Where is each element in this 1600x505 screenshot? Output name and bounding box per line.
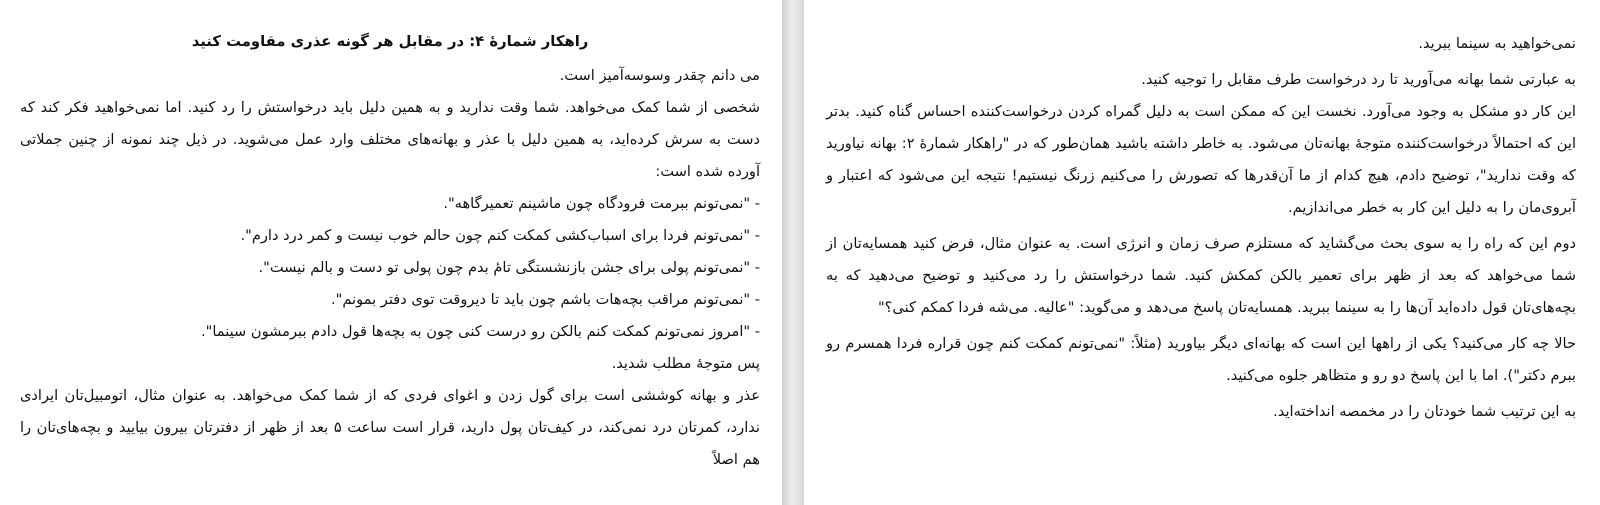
example-line: - "امروز نمی‌تونم کمکت کنم بالکن رو درست کنی چون به بچه‌ها قول دادم ببرمشون سینما".	[201, 323, 760, 340]
right-page	[804, 0, 1600, 505]
example-line: - "نمی‌تونم فردا برای اسباب‌کشی کمکت کنم چون حالم خوب نیست و کمر درد دارم".	[240, 227, 760, 244]
example-line: - "نمی‌تونم پولی برای جشن بازنشستگی تامٔ بدم چون پولی تو دست و بالم نیست".	[258, 259, 760, 276]
paragraph: عذر و بهانه کوششی است برای گول زدن و اغوای فردی که از شما کمک می‌خواهد. به عنوان مثال، اتومبیل‌تان ایرادی ندارد، کمرتان درد نمی‌کند، در کیف‌تان پول دارید، قرار است ساعت ۵ بعد از ظهر از دفترتان بیرون بیایید و بچه‌های‌تان را هم اصلاً	[20, 387, 760, 468]
paragraph: این کار دو مشکل به وجود می‌آورد. نخست این که ممکن است به دلیل گمراه کردن درخواست‌کننده احساس گناه کنید. بدتر این که احتمالاً درخواست‌کننده متوجهٔ بهانه‌تان می‌شود. به خاطر داشته باشید همان‌طور که در "راهکار شمارهٔ ۲: بهانه نیاورید که وقت ندارید"، توضیح دادم، هیچ کدام از ما آن‌قدرها که تصورش را می‌کنیم زرنگ نیستیم! نتیجه این می‌شود که اعتبار و آبروی‌مان را به دلیل این کار به خطر می‌اندازیم.	[826, 103, 1576, 216]
example-line: - "نمی‌تونم ببرمت فرودگاه چون ماشینم تعمیرگاهه".	[443, 195, 760, 212]
continuation-line: نمی‌خواهید به سینما ببرید.	[1418, 35, 1576, 52]
page-gutter	[782, 0, 804, 505]
paragraph: به این ترتیب شما خودتان را در مخمصه انداخته‌اید.	[1273, 403, 1576, 420]
paragraph: شخصی از شما کمک می‌خواهد. شما وقت ندارید و به همین دلیل باید درخواستش را رد کنید. اما نمی‌خواهید فکر کند که دست به سرش کرده‌اید، به همین دلیل با عذر و بهانه‌های مختلف وارد عمل می‌شوید. در ذیل چند نمونه از چنین جملاتی آورده شده است:	[20, 99, 760, 180]
conclusion-line: پس متوجهٔ مطلب شدید.	[611, 355, 760, 372]
section-heading: راهکار شمارهٔ ۴: در مقابل هر گونه عذری مقاومت کنید	[191, 33, 589, 50]
left-page	[0, 0, 782, 505]
paragraph: حالا چه کار می‌کنید؟ یکی از راهها این است که بهانه‌ای دیگر بیاورید (مثلاً: "نمی‌تونم کمکت کنم چون قراره فردا همسرم رو ببرم دکتر"). اما با این پاسخ دو رو و متظاهر جلوه می‌کنید.	[826, 335, 1576, 384]
paragraph: دوم این که راه را به سوی بحث می‌گشاید که مستلزم صرف زمان و انرژی است. به عنوان مثال، فرض کنید همسایه‌تان از شما می‌خواهد که بعد از ظهر برای تعمیر بالکن کمکش کنید. شما درخواستش را رد می‌کنید و توضیح می‌دهید که به بچه‌های‌تان قول داده‌اید آن‌ها را به سینما ببرید. همسایه‌تان پاسخ می‌دهد و می‌گوید: "عالیه. می‌شه فردا کمکم کنی؟"	[826, 235, 1576, 316]
paragraph: به عبارتی شما بهانه می‌آورید تا رد درخواست طرف مقابل را توجیه کنید.	[1141, 71, 1576, 88]
intro-line: می دانم چقدر وسوسه‌آمیز است.	[559, 67, 760, 84]
example-line: - "نمی‌تونم مراقب بچه‌هات باشم چون باید تا دیروقت توی دفتر بمونم".	[330, 291, 760, 308]
